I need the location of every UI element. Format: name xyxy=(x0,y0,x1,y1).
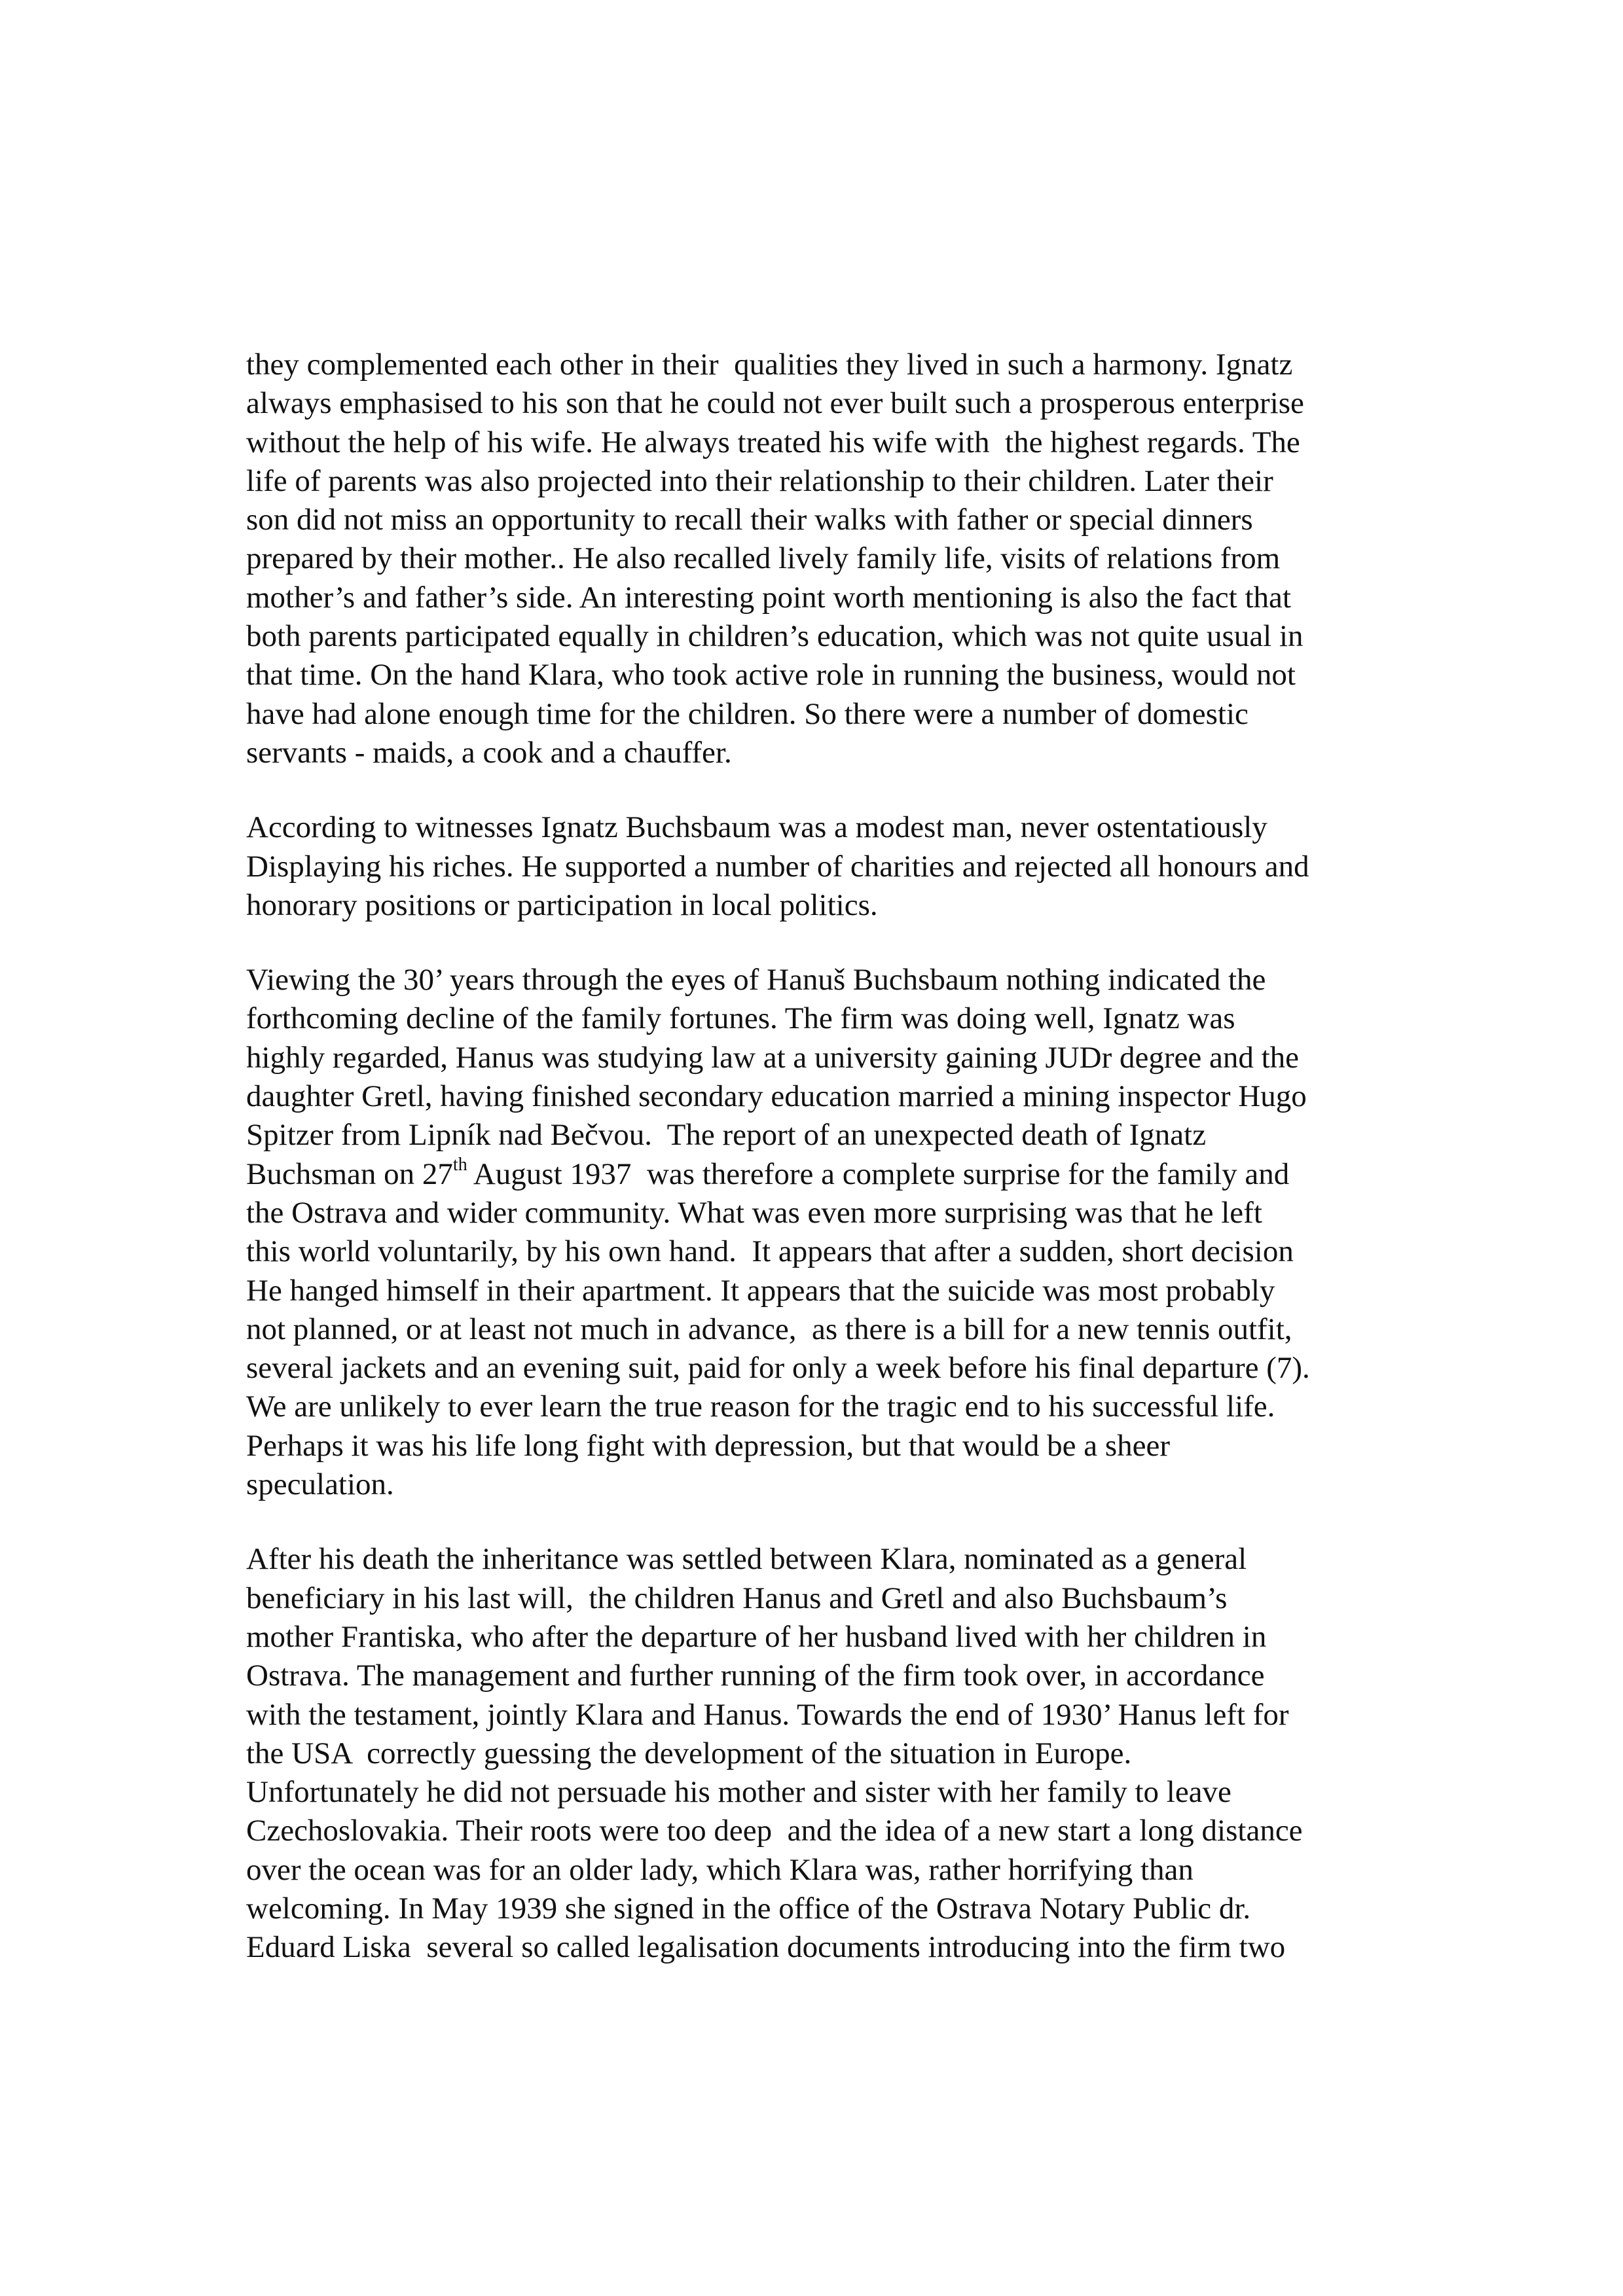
date-line-prefix: Buchsman on 27 xyxy=(246,1157,453,1191)
body-text xyxy=(246,346,1398,2003)
text-line: After his death the inheritance was settled between Klara, nominated as a general xyxy=(246,1542,1247,1577)
text-line: Displaying his riches. He supported a number of charities and rejected all honours and xyxy=(246,849,1309,884)
text-line: this world voluntarily, by his own hand. It appears that after a sudden, short decision xyxy=(246,1234,1294,1269)
text-line: Viewing the 30’ years through the eyes of Hanuš Buchsbaum nothing indicated the xyxy=(246,963,1266,997)
text-line: have had alone enough time for the children. So there were a number of domestic xyxy=(246,696,1249,731)
text-line: beneficiary in his last will, the children Hanus and Gretl and also Buchsbaum’s xyxy=(246,1581,1228,1615)
paragraph-inheritance xyxy=(246,1540,1398,1967)
paragraph-death-of-ignatz xyxy=(246,961,1398,1504)
text-line: without the help of his wife. He always treated his wife with the highest regards. The xyxy=(246,425,1300,459)
text-line: honorary positions or participation in local politics. xyxy=(246,888,878,922)
text-line: Spitzer from Lipník nad Bečvou. The report of an unexpected death of Ignatz xyxy=(246,1118,1207,1153)
text-line: forthcoming decline of the family fortunes. The firm was doing well, Ignatz was xyxy=(246,1001,1235,1036)
text-line: mother’s and father’s side. An interesting point worth mentioning is also the fact that xyxy=(246,580,1291,615)
text-line: the Ostrava and wider community. What was even more surprising was that he left xyxy=(246,1195,1262,1230)
text-line: son did not miss an opportunity to recall their walks with father or special dinners xyxy=(246,503,1253,537)
text-line: daughter Gretl, having finished secondary education married a mining inspector Hugo xyxy=(246,1079,1307,1114)
text-line: mother Frantiska, who after the departure of her husband lived with her children in xyxy=(246,1619,1267,1654)
text-line: He hanged himself in their apartment. It appears that the suicide was most probably xyxy=(246,1273,1275,1308)
text-line: both parents participated equally in children’s education, which was not quite usual in xyxy=(246,619,1304,654)
text-line: always emphasised to his son that he could not ever built such a prosperous enterprise xyxy=(246,386,1304,421)
text-line: they complemented each other in their qualities they lived in such a harmony. Ignatz xyxy=(246,348,1293,382)
text-line: the USA correctly guessing the development of the situation in Europe. xyxy=(246,1736,1132,1770)
text-line: Czechoslovakia. Their roots were too deep and the idea of a new start a long distance xyxy=(246,1814,1303,1848)
text-line: speculation. xyxy=(246,1467,394,1502)
text-line: We are unlikely to ever learn the true reason for the tragic end to his successful life. xyxy=(246,1390,1275,1424)
text-line: several jackets and an evening suit, paid for only a week before his final departure (7). xyxy=(246,1351,1310,1386)
date-line xyxy=(246,1155,1398,1194)
paragraph-modest-man xyxy=(246,808,1398,925)
text-line: welcoming. In May 1939 she signed in the office of the Ostrava Notary Public dr. xyxy=(246,1891,1251,1926)
text-line: over the ocean was for an older lady, which Klara was, rather horrifying than xyxy=(246,1852,1194,1887)
date-line-suffix: August 1937 was therefore a complete surprise for the family and xyxy=(467,1157,1290,1191)
text-line: Perhaps it was his life long fight with depression, but that would be a sheer xyxy=(246,1428,1171,1463)
text-line: highly regarded, Hanus was studying law at a university gaining JUDr degree and the xyxy=(246,1040,1300,1075)
text-line: not planned, or at least not much in advance, as there is a bill for a new tennis outfit, xyxy=(246,1312,1292,1346)
text-line: prepared by their mother.. He also recalled lively family life, visits of relations from xyxy=(246,541,1281,576)
text-line: servants - maids, a cook and a chauffer. xyxy=(246,735,732,770)
paragraph-family-harmony xyxy=(246,346,1398,772)
text-line: that time. On the hand Klara, who took active role in running the business, would not xyxy=(246,658,1296,692)
text-line: life of parents was also projected into their relationship to their children. Later their xyxy=(246,463,1273,498)
text-line: Eduard Liska several so called legalisation documents introducing into the firm two xyxy=(246,1930,1286,1965)
text-line: According to witnesses Ignatz Buchsbaum was a modest man, never ostentatiously xyxy=(246,810,1267,845)
text-line: Unfortunately he did not persuade his mother and sister with her family to leave xyxy=(246,1775,1231,1810)
text-line: with the testament, jointly Klara and Hanus. Towards the end of 1930’ Hanus left for xyxy=(246,1697,1289,1732)
text-line: Ostrava. The management and further running of the firm took over, in accordance xyxy=(246,1659,1265,1693)
ordinal-superscript: th xyxy=(452,1154,467,1175)
